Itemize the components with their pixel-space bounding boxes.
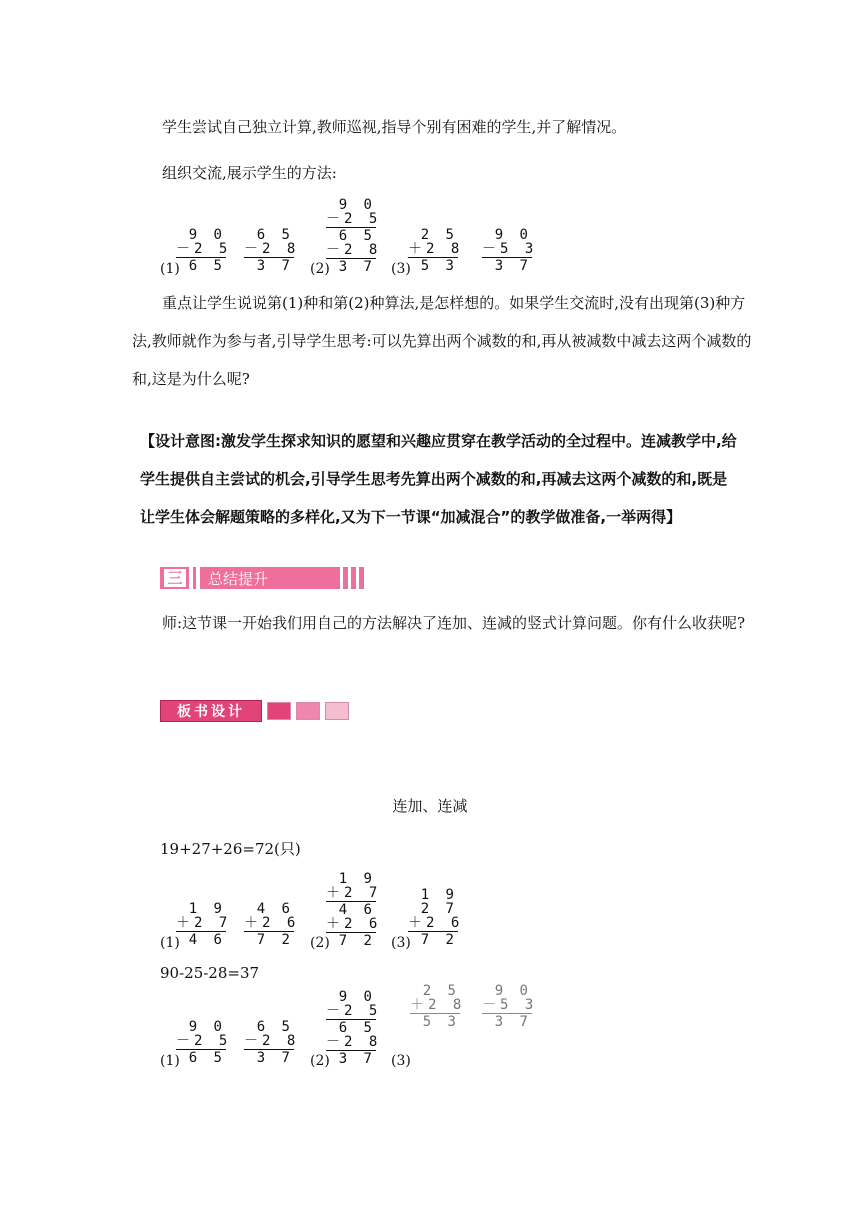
calc-row: ＋2 6 (244, 915, 300, 931)
vertical-calc (410, 983, 466, 1030)
calc-row: 9 0 (494, 227, 532, 243)
board-title: 连加、连减 (392, 797, 468, 815)
decor-square (325, 702, 349, 720)
calc-row: 2 5 (422, 983, 460, 999)
section-divider (189, 567, 193, 589)
decor-square (267, 702, 291, 720)
calc-row: －2 8 (326, 1034, 382, 1050)
method-label-3: (3) (391, 261, 411, 277)
board-design-header (160, 700, 349, 722)
method-label-3: (3) (391, 1053, 411, 1069)
paragraph-5: 师:这节课一开始我们用自己的方法解决了连加、连减的竖式计算问题。你有什么收获呢? (162, 614, 746, 632)
calc-row: －2 5 (326, 1003, 382, 1019)
calc-row: －2 8 (244, 1033, 300, 1049)
calc-row: 3 7 (256, 258, 294, 274)
method-label-1: (1) (160, 1053, 180, 1069)
calc-row: 5 3 (422, 1014, 460, 1030)
calc-row: 9 0 (188, 1019, 226, 1035)
calc-row: 1 9 (420, 887, 458, 903)
calc-row: 6 5 (338, 1020, 376, 1036)
subtraction-equation: 90-25-28=37 (160, 964, 260, 982)
calc-row: 3 7 (256, 1050, 294, 1066)
calc-row: －2 8 (244, 241, 300, 257)
vertical-calc (408, 227, 464, 274)
calc-row: －5 3 (482, 241, 538, 257)
calc-row: 3 7 (494, 1014, 532, 1030)
paragraph-1: 学生尝试自己独立计算,教师巡视,指导个别有困难的学生,并了解情况。 (162, 118, 627, 136)
section-title: 总结提升 (208, 569, 269, 588)
calc-row: ＋2 8 (410, 997, 466, 1013)
calc-row: 9 0 (338, 989, 376, 1005)
section-divider (196, 567, 200, 589)
section-number: 三 (164, 569, 186, 587)
calc-row: 2 7 (420, 901, 458, 917)
method-label-1: (1) (160, 935, 180, 951)
method-label-3: (3) (391, 935, 411, 951)
calc-row: 6 5 (256, 1019, 294, 1035)
calc-row: 7 2 (256, 932, 294, 948)
calc-row: ＋2 7 (326, 885, 382, 901)
vertical-calc (244, 901, 300, 948)
addition-equation: 19+27+26=72(只) (160, 840, 301, 858)
calc-row: 4 6 (338, 902, 376, 918)
calc-row: 9 0 (338, 197, 376, 213)
section-header (160, 567, 367, 589)
vertical-calc (176, 1019, 232, 1066)
calc-row: 6 5 (188, 258, 226, 274)
design-intent: 【设计意图:激发学生探求知识的愿望和兴趣应贯穿在教学活动的全过程中。连减教学中,给学生提供自主尝试的机会,引导学生思考先算出两个减数的和,再减去这两个减数的和,既是让学生体会解题策略的多样化,又为下一节课“加减混合”的教学做准备,一举两得】 (140, 432, 737, 526)
calc-row: ＋2 8 (408, 241, 464, 257)
vertical-calc (244, 227, 300, 274)
method-label-2: (2) (310, 1053, 330, 1069)
calc-row: －2 5 (326, 211, 382, 227)
calc-row: ＋2 6 (408, 915, 464, 931)
calc-row: －2 8 (326, 242, 382, 258)
calc-row: 3 7 (494, 258, 532, 274)
calc-row: －5 3 (482, 997, 538, 1013)
calc-row: 6 5 (256, 227, 294, 243)
paragraph-2: 组织交流,展示学生的方法: (162, 164, 337, 182)
calc-row: －2 5 (176, 241, 232, 257)
calc-row: 6 5 (188, 1050, 226, 1066)
vertical-calc (482, 227, 538, 274)
calc-row: 6 5 (338, 228, 376, 244)
calc-row: －2 5 (176, 1033, 232, 1049)
vertical-calc (326, 197, 382, 275)
vertical-calc (244, 1019, 300, 1066)
calc-row: 7 2 (338, 933, 376, 949)
vertical-calc (408, 887, 464, 948)
calc-row: ＋2 6 (326, 916, 382, 932)
method-label-2: (2) (310, 935, 330, 951)
vertical-calc (176, 227, 232, 274)
paragraph-3: 重点让学生说说第(1)种和第(2)种算法,是怎样想的。如果学生交流时,没有出现第(3)种方法,教师就作为参与者,引导学生思考:可以先算出两个减数的和,再从被减数中减去这两个减数的和,这是为什么呢? (132, 294, 752, 388)
calc-row: 1 9 (188, 901, 226, 917)
calc-row: 3 7 (338, 1051, 376, 1067)
vertical-calc (176, 901, 232, 948)
decor-square (296, 702, 320, 720)
calc-row: 3 7 (338, 259, 376, 275)
calc-row: 4 6 (188, 932, 226, 948)
vertical-calc (482, 983, 538, 1030)
vertical-calc (326, 989, 382, 1067)
calc-row: ＋2 7 (176, 915, 232, 931)
calc-row: 7 2 (420, 932, 458, 948)
method-label-1: (1) (160, 261, 180, 277)
section-tail-bars (335, 567, 367, 589)
calc-row: 9 0 (494, 983, 532, 999)
calc-row: 5 3 (420, 258, 458, 274)
vertical-calc (326, 871, 382, 949)
board-design-title: 板书设计 (160, 700, 262, 722)
method-label-2: (2) (310, 261, 330, 277)
calc-row: 4 6 (256, 901, 294, 917)
calc-row: 9 0 (188, 227, 226, 243)
calc-row: 1 9 (338, 871, 376, 887)
calc-row: 2 5 (420, 227, 458, 243)
